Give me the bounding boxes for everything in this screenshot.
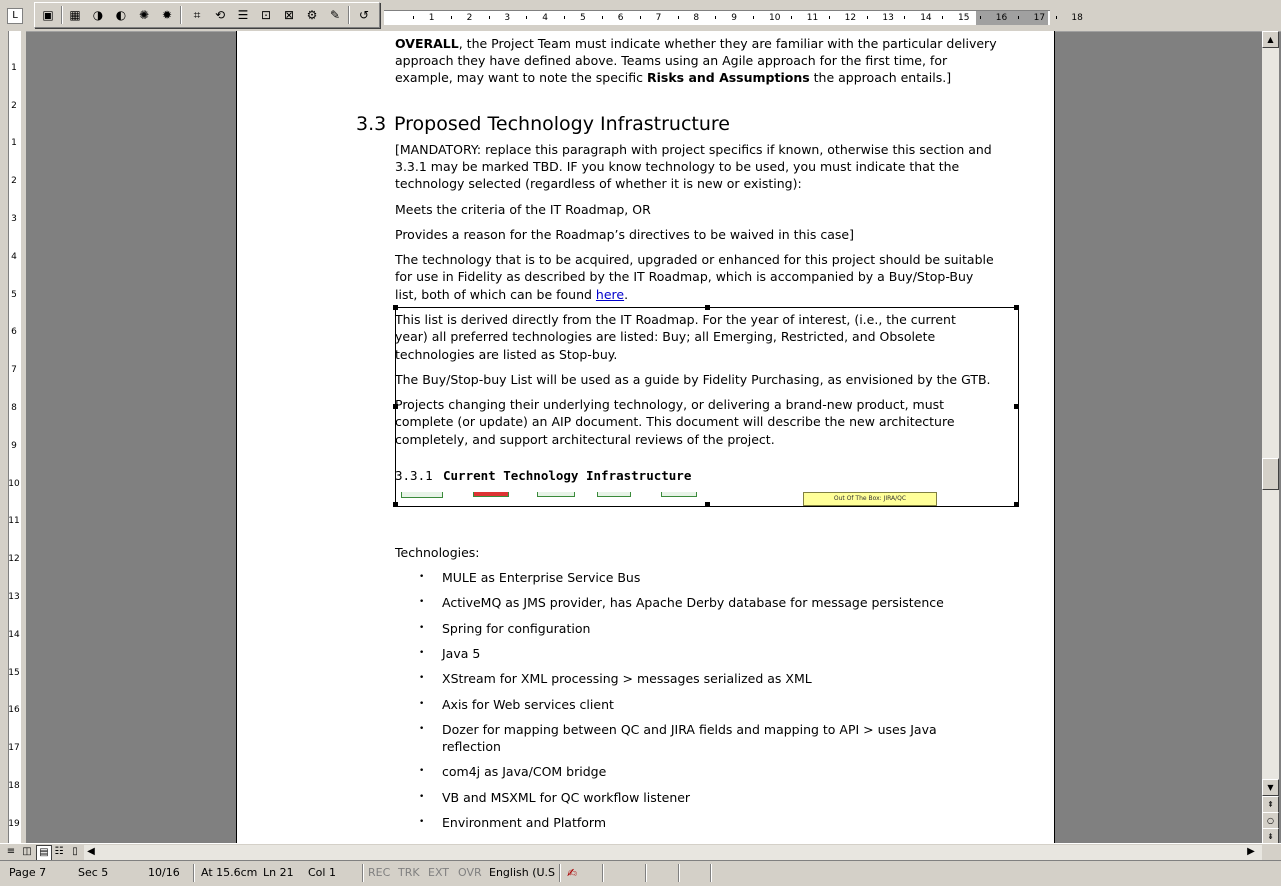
vertical-ruler[interactable]: [0, 31, 26, 843]
ruler-tick: [715, 16, 716, 19]
ruler-tick: [904, 16, 905, 19]
ruler-number: 4: [542, 13, 548, 23]
ruler-number: 2: [466, 13, 473, 23]
tab-selector[interactable]: L: [7, 8, 23, 24]
frame-p1-line-2: year) all preferred technologies are listed: Buy; all Emerging, Restricted, and Obsolete: [395, 329, 936, 344]
bullet: •: [419, 724, 425, 734]
picture-toolbar: [34, 2, 380, 28]
diagram-box: [597, 492, 631, 497]
more-contrast-icon[interactable]: ◑: [92, 8, 104, 22]
ruler-tick: [1056, 16, 1057, 19]
toolbar-separator: [180, 6, 182, 24]
criteria-paragraph: Meets the criteria of the IT Roadmap, OR: [395, 202, 651, 217]
ruler-number: 17: [1033, 13, 1046, 23]
list-item: Axis for Web services client: [442, 697, 614, 712]
bullet: •: [419, 673, 425, 683]
vertical-ruler-number: 3: [11, 214, 17, 224]
here-link[interactable]: here: [595, 287, 625, 302]
list-item: Spring for configuration: [442, 621, 591, 636]
status-page: Page 7: [9, 866, 47, 879]
vertical-ruler-number: 1: [11, 138, 17, 149]
ruler-number: 14: [920, 13, 932, 23]
vertical-ruler-number: 6: [11, 327, 17, 338]
horizontal-scrollbar[interactable]: [84, 845, 1262, 860]
tech-para-line-1: The technology that is to be acquired, upgraded or enhanced for this project should be suitable: [395, 252, 994, 267]
ruler-tick: [451, 16, 452, 19]
resize-handle[interactable]: [393, 305, 398, 310]
tech-para-line-2: for use in Fidelity as described by the IT Roadmap, which is accompanied by a Buy/Stop-Buy: [395, 269, 974, 284]
status-separator: [678, 864, 680, 882]
compress-pictures-icon[interactable]: ⊡: [260, 8, 272, 22]
normal-view-icon[interactable]: ≡: [6, 846, 16, 857]
ruler-tick: [678, 16, 679, 19]
vertical-ruler-number: 7: [11, 365, 17, 376]
ruler-number: 13: [882, 13, 894, 23]
vertical-ruler-number: 2: [11, 176, 17, 187]
frame-p1-line-1: This list is derived directly from the IT Roadmap. For the year of interest, (i.e., the current: [395, 312, 956, 327]
document-page[interactable]: [236, 31, 1055, 843]
resize-handle[interactable]: [1014, 404, 1019, 409]
vertical-ruler-number: 17: [8, 743, 20, 754]
frame-p1-line-3: technologies are listed as Stop-buy.: [395, 347, 618, 362]
scroll-left-arrow-icon[interactable]: ◀: [87, 846, 95, 857]
resize-handle[interactable]: [393, 502, 398, 507]
status-ext[interactable]: EXT: [428, 866, 450, 879]
resize-handle[interactable]: [705, 305, 710, 310]
mandatory-line-3: technology selected (regardless of whether it is new or existing):: [395, 176, 802, 191]
crop-icon[interactable]: ⌗: [193, 8, 201, 22]
diagram-box: [401, 492, 443, 498]
section-heading: 3.3 Proposed Technology Infrastructure: [356, 113, 730, 135]
status-separator: [362, 864, 364, 882]
vertical-ruler-number: 10: [8, 478, 20, 489]
vertical-ruler-number: 9: [11, 440, 17, 451]
status-section: Sec 5: [78, 866, 109, 879]
intro-line-3: example, may want to note the specific Risks and Assumptions the approach entails.]: [395, 70, 952, 85]
vertical-ruler-number: 15: [8, 667, 20, 678]
technologies-label: Technologies:: [395, 545, 480, 560]
ruler-number: 16: [995, 13, 1008, 23]
ruler-number: 10: [769, 13, 781, 23]
list-item: Java 5: [442, 646, 481, 661]
outline-view-icon[interactable]: ☷: [54, 846, 64, 857]
status-bar: [0, 860, 1281, 886]
vertical-scrollbar[interactable]: [1262, 31, 1279, 843]
scroll-right-arrow-icon[interactable]: ▶: [1247, 846, 1255, 857]
previous-page-icon[interactable]: ⇞: [1262, 796, 1279, 813]
status-separator: [602, 864, 604, 882]
less-contrast-icon[interactable]: ◐: [115, 8, 127, 22]
ruler-tick: [489, 16, 490, 19]
status-column: Col 1: [308, 866, 336, 879]
ruler-tick: [602, 16, 603, 19]
diagram-label-box: Out Of The Box: JIRA/QC: [803, 492, 937, 506]
toolbar-separator: [61, 6, 63, 24]
line-style-icon[interactable]: ☰: [237, 8, 249, 22]
vertical-ruler-number: 11: [8, 516, 20, 527]
frame-p3-line-3: completely, and support architectural reviews of the project.: [395, 432, 775, 447]
status-separator: [710, 864, 712, 882]
list-item: MULE as Enterprise Service Bus: [442, 570, 641, 585]
ruler-tick: [413, 16, 414, 19]
ruler-tick: [1018, 16, 1019, 19]
bullet: •: [419, 766, 425, 776]
resize-handle[interactable]: [705, 502, 710, 507]
next-page-icon[interactable]: ⇟: [1262, 828, 1279, 845]
reset-picture-icon[interactable]: ↺: [358, 8, 370, 22]
list-item: ActiveMQ as JMS provider, has Apache Derby database for message persistence: [442, 595, 944, 610]
diagram-box: [473, 492, 509, 497]
bullet: •: [419, 792, 425, 802]
ruler-number: 11: [806, 13, 819, 23]
format-picture-icon[interactable]: ⚙: [306, 8, 318, 22]
status-line: Ln 21: [263, 866, 294, 879]
ruler-tick: [867, 16, 868, 19]
vertical-ruler-number: 8: [11, 403, 17, 413]
view-and-hscroll-bar: [0, 843, 1281, 861]
status-language[interactable]: English (U.S: [489, 866, 556, 879]
bullet: •: [419, 597, 425, 607]
vertical-ruler-number: 12: [8, 554, 20, 565]
list-item: XStream for XML processing > messages serialized as XML: [442, 671, 812, 686]
ruler-tick: [526, 16, 527, 19]
vertical-ruler-number: 4: [11, 251, 17, 262]
scroll-up-arrow-icon[interactable]: ▲: [1262, 31, 1279, 48]
rotate-left-icon[interactable]: ⟲: [214, 8, 226, 22]
intro-line-2: approach they have defined above. Teams using an Agile approach for the first time, for: [395, 53, 948, 68]
vertical-scroll-thumb[interactable]: [1262, 458, 1279, 490]
list-item: Environment and Platform: [442, 815, 606, 830]
bullet: •: [419, 648, 425, 658]
resize-handle[interactable]: [1014, 502, 1019, 507]
ruler-tick: [829, 16, 830, 19]
web-layout-view-icon[interactable]: ◫: [22, 846, 32, 857]
list-item: VB and MSXML for QC workflow listener: [442, 790, 691, 805]
spelling-status-icon[interactable]: ✍: [567, 866, 578, 880]
ruler-number: 5: [580, 13, 586, 23]
ruler-number: 18: [1071, 13, 1083, 23]
toolbar-separator: [348, 6, 350, 24]
ruler-tick: [753, 16, 754, 19]
ruler-strip[interactable]: [384, 10, 1083, 25]
frame-p3-line-1: Projects changing their underlying technology, or delivering a brand-new product, must: [395, 397, 945, 412]
bullet: •: [419, 623, 425, 633]
list-item-continuation: reflection: [442, 739, 501, 754]
ruler-tick: [791, 16, 792, 19]
ruler-tick: [564, 16, 565, 19]
frame-p2: The Buy/Stop-buy List will be used as a guide by Fidelity Purchasing, as envisioned by the GTB.: [395, 372, 991, 387]
bullet: •: [419, 699, 425, 709]
status-separator: [193, 864, 195, 882]
list-item: com4j as Java/COM bridge: [442, 764, 607, 779]
status-trk[interactable]: TRK: [398, 866, 420, 879]
diagram-box: [537, 492, 575, 497]
subsection-heading: 3.3.1 Current Technology Infrastructure: [395, 468, 692, 483]
vertical-ruler-number: 1: [11, 62, 17, 73]
intro-line-1: OVERALL, the Project Team must indicate whether they are familiar with the particular delivery: [395, 36, 997, 51]
vertical-ruler-number: 5: [11, 289, 17, 300]
ruler-tick: [942, 16, 943, 19]
bullet: •: [419, 817, 425, 827]
reading-layout-view-icon[interactable]: ▯: [72, 846, 78, 857]
vertical-ruler-number: 14: [8, 629, 20, 640]
mandatory-line-1: [MANDATORY: replace this paragraph with project specifics if known, otherwise this section and: [395, 142, 992, 157]
mandatory-line-2: 3.3.1 may be marked TBD. IF you know technology to be used, you must indicate that the: [395, 159, 960, 174]
ruler-number: 15: [958, 13, 970, 23]
tech-para-line-3: list, both of which can be found here.: [395, 287, 629, 302]
insert-picture-icon[interactable]: ▣: [42, 8, 54, 22]
resize-handle[interactable]: [1014, 305, 1019, 310]
status-ovr[interactable]: OVR: [458, 866, 482, 879]
frame-p3-line-2: complete (or update) an AIP document. This document will describe the new architecture: [395, 414, 955, 429]
scroll-down-arrow-icon[interactable]: ▼: [1262, 779, 1279, 796]
print-layout-view-icon[interactable]: ▤: [36, 845, 52, 861]
ruler-tick: [640, 16, 641, 19]
ruler-number: 6: [617, 13, 624, 23]
status-position: At 15.6cm: [201, 866, 258, 879]
ruler-number: 3: [504, 13, 511, 23]
set-transparent-color-icon[interactable]: ✎: [329, 8, 341, 22]
vertical-ruler-number: 19: [8, 818, 20, 829]
select-browse-object-icon[interactable]: ○: [1262, 812, 1279, 829]
vertical-ruler-strip: [8, 31, 21, 843]
status-rec[interactable]: REC: [368, 866, 391, 879]
text-wrapping-icon[interactable]: ⊠: [283, 8, 295, 22]
ruler-number: 7: [655, 13, 662, 23]
ruler-number: 12: [844, 13, 857, 23]
status-separator: [645, 864, 647, 882]
vertical-ruler-number: 16: [8, 705, 20, 716]
ruler-number: 8: [693, 13, 700, 23]
ruler-number: 9: [731, 13, 737, 23]
reason-paragraph: Provides a reason for the Roadmap’s directives to be waived in this case]: [395, 227, 854, 242]
vertical-ruler-number: 18: [8, 781, 20, 791]
ruler-number: 1: [428, 13, 435, 23]
diagram-box: [661, 492, 697, 497]
list-item: Dozer for mapping between QC and JIRA fields and mapping to API > uses Java: [442, 722, 937, 737]
vertical-ruler-number: 2: [11, 100, 17, 111]
bullet: •: [419, 572, 425, 582]
color-icon[interactable]: ▦: [69, 8, 81, 22]
vertical-ruler-number: 13: [8, 592, 20, 602]
less-brightness-icon[interactable]: ✹: [161, 8, 173, 22]
ruler-tick: [980, 16, 981, 19]
status-page-count: 10/16: [148, 866, 180, 879]
status-separator: [559, 864, 561, 882]
more-brightness-icon[interactable]: ✺: [138, 8, 150, 22]
